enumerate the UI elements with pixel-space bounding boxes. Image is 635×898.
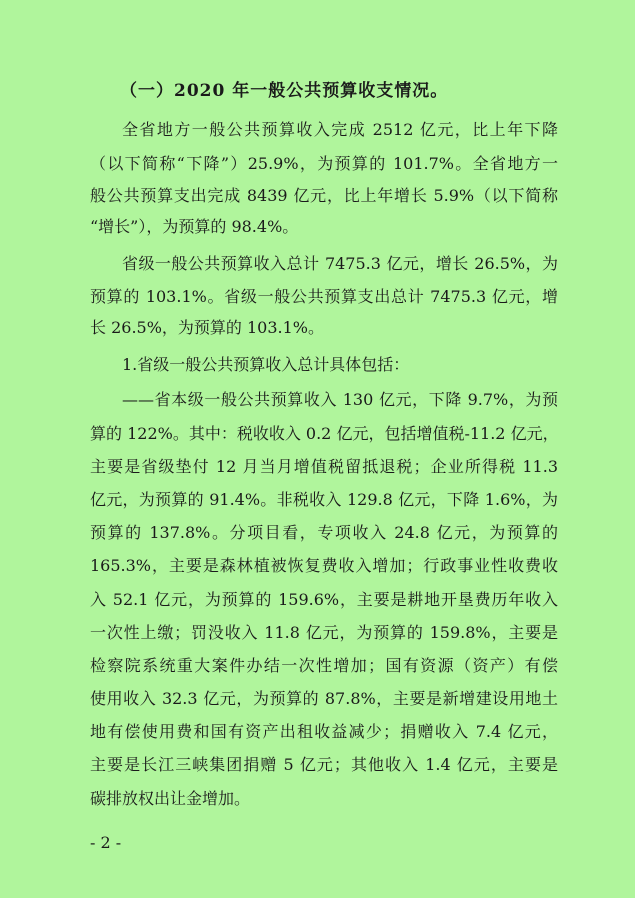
paragraph-line: 165.3%，主要是森林植被恢复费收入增加；行政事业性收费收: [90, 556, 558, 575]
paragraph-line: “增长”），为预算的 98.4%。: [90, 217, 299, 236]
paragraph-line: 入 52.1 亿元，为预算的 159.6%，主要是耕地开垦费历年收入: [90, 590, 558, 609]
list-heading: 1.省级一般公共预算收入总计具体包括：: [122, 355, 410, 374]
paragraph-line: （以下简称“下降”）25.9%，为预算的 101.7%。全省地方一: [90, 154, 558, 173]
paragraph-line: 般公共预算支出完成 8439 亿元，比上年增长 5.9%（以下简称: [90, 186, 558, 205]
paragraph-line: 主要是长江三峡集团捐赠 5 亿元；其他收入 1.4 亿元，主要是: [90, 755, 558, 774]
paragraph-line: ——省本级一般公共预算收入 130 亿元，下降 9.7%，为预: [122, 390, 558, 409]
section-heading: （一）2020 年一般公共预算收支情况。: [120, 81, 449, 101]
paragraph-line: 检察院系统重大案件办结一次性增加；国有资源（资产）有偿: [90, 656, 558, 675]
paragraph-line: 地有偿使用费和国有资产出租收益减少；捐赠收入 7.4 亿元，: [90, 722, 558, 741]
paragraph-line: 亿元，为预算的 91.4%。非税收入 129.8 亿元，下降 1.6%，为: [90, 490, 558, 509]
paragraph-line: 全省地方一般公共预算收入完成 2512 亿元，比上年下降: [122, 120, 558, 139]
paragraph-line: 算的 122%。其中：税收收入 0.2 亿元，包括增值税-11.2 亿元，: [90, 424, 559, 443]
paragraph-line: 长 26.5%，为预算的 103.1%。: [90, 318, 325, 337]
paragraph-line: 使用收入 32.3 亿元，为预算的 87.8%，主要是新增建设用地土: [90, 689, 558, 708]
paragraph-line: 预算的 137.8%。分项目看，专项收入 24.8 亿元，为预算的: [90, 523, 558, 542]
paragraph-line: 一次性上缴；罚没收入 11.8 亿元，为预算的 159.8%，主要是: [90, 623, 558, 642]
paragraph-line: 碳排放权出让金增加。: [90, 789, 251, 808]
paragraph-line: 主要是省级垫付 12 月当月增值税留抵退税；企业所得税 11.3: [90, 457, 558, 476]
page-number: - 2 -: [90, 833, 122, 852]
paragraph-line: 预算的 103.1%。省级一般公共预算支出总计 7475.3 亿元，增: [90, 287, 558, 306]
paragraph-line: 省级一般公共预算收入总计 7475.3 亿元，增长 26.5%，为: [122, 254, 558, 273]
